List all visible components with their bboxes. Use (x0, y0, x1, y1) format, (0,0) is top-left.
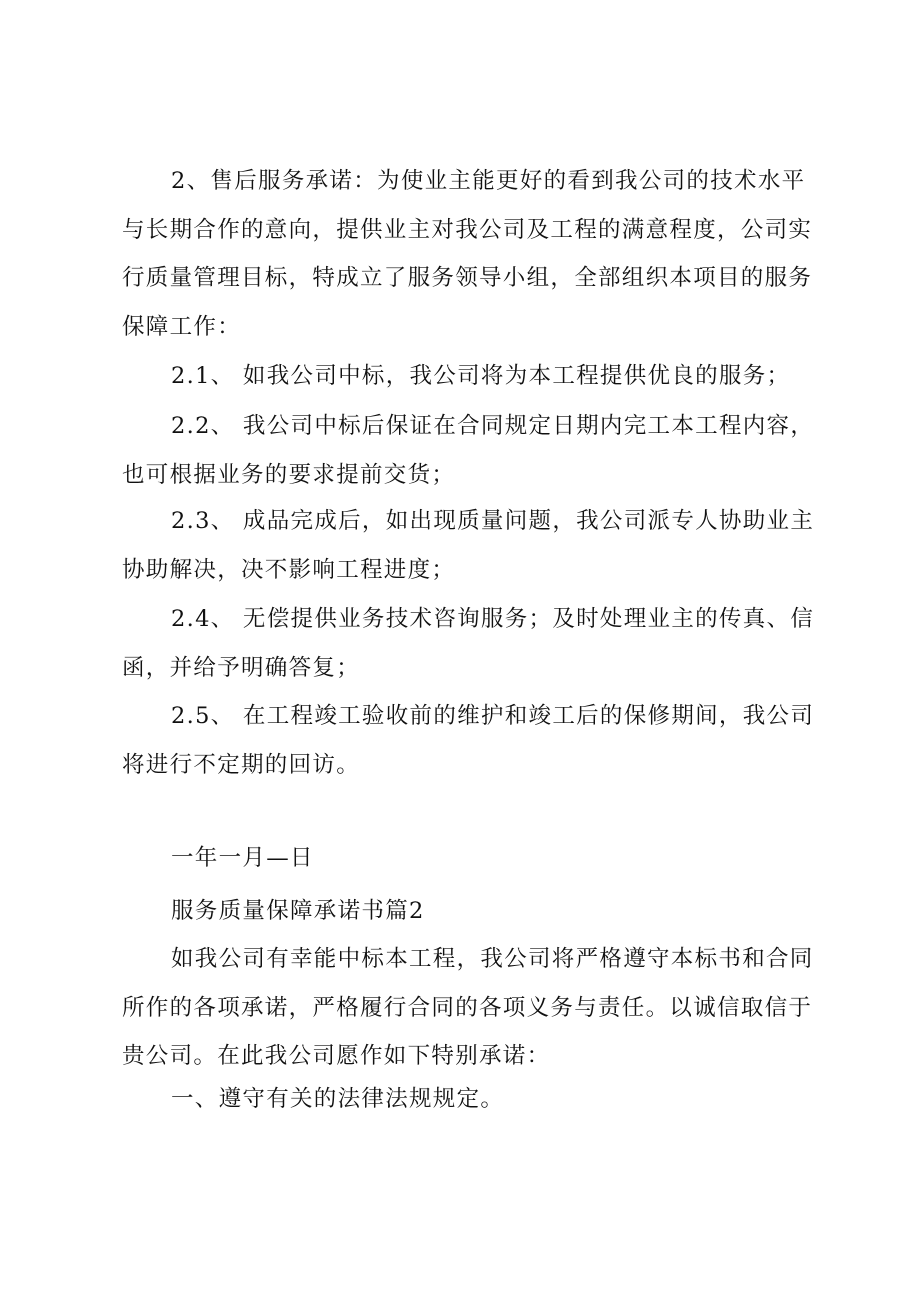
paragraph-item-2-3: 2.3、 成品完成后，如出现质量问题，我公司派专人协助业主协助解决，决不影响工程进度； (122, 508, 815, 583)
commitment-item-one: 一、遵守有关的法律法规规定。 (171, 1086, 505, 1112)
paragraph-item-2-5: 2.5、 在工程竣工验收前的维护和竣工后的保修期间，我公司将进行不定期的回访。 (122, 703, 815, 778)
paragraph-after-sales-commitment: 2、售后服务承诺：为使业主能更好的看到我公司的技术水平与长期合作的意向，提供业主对我公司及工程的满意程度，公司实行质量管理目标，特成立了服务领导小组，全部组织本项目的服务保障工作： (122, 168, 813, 340)
paragraph-item-2-1: 2.1、 如我公司中标，我公司将为本工程提供优良的服务； (171, 363, 791, 389)
intro-paragraph: 如我公司有幸能中标本工程，我公司将严格遵守本标书和合同所作的各项承诺，严格履行合同的各项义务与责任。以诚信取信于贵公司。在此我公司愿作如下特别承诺： (122, 946, 814, 1069)
section-title: 服务质量保障承诺书篇2 (171, 898, 425, 924)
paragraph-item-2-4: 2.4、 无偿提供业务技术咨询服务；及时处理业主的传真、信函，并给予明确答复； (122, 606, 815, 681)
paragraph-item-2-2: 2.2、 我公司中标后保证在合同规定日期内完工本工程内容，也可根据业务的要求提前交货； (122, 413, 815, 488)
date-line: 一年一月—日 (171, 845, 314, 871)
